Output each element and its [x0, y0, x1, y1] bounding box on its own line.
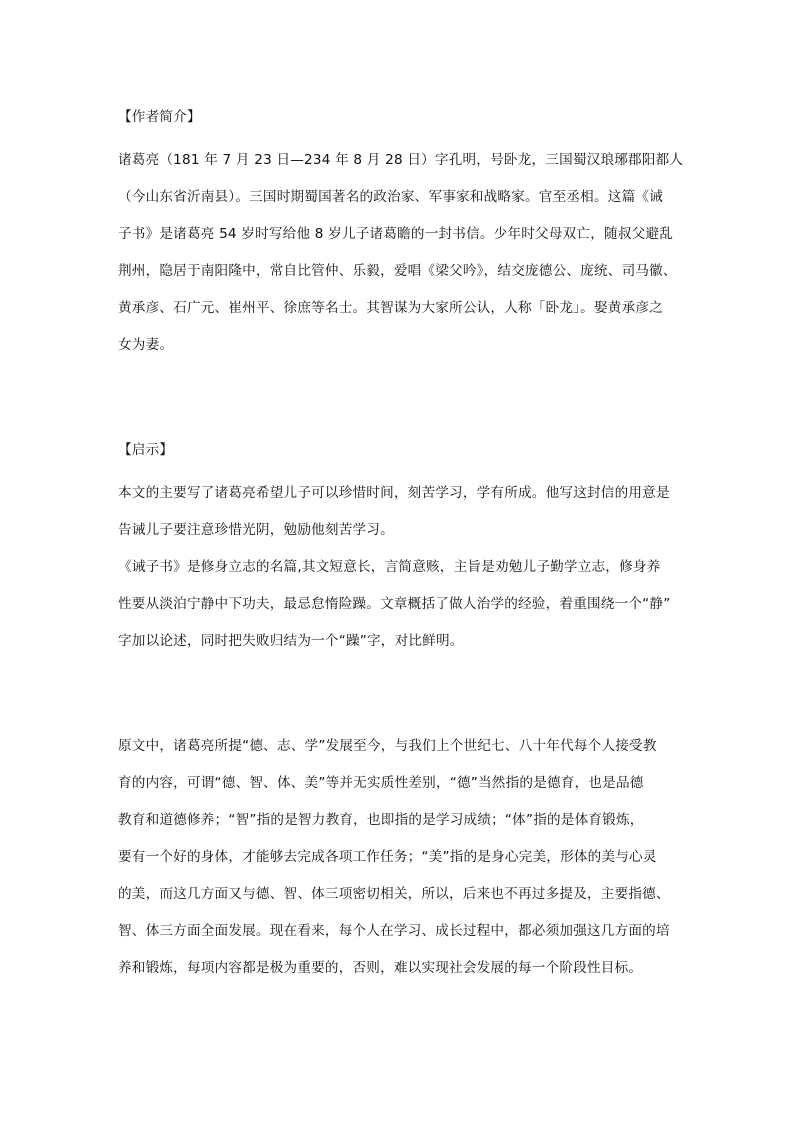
author-intro-line-4: 荆州，隐居于南阳隆中，常自比管仲、乐毅，爱唱《梁父吟》，结交庞德公、庞统、司马徽、 [118, 263, 677, 279]
analysis-line-5: 的美，而这几方面又与德、智、体三项密切相关，所以，后来也不再过多提及，主要指德、 [118, 886, 670, 902]
inspiration-line-5: 字加以论述，同时把失败归结为一个“躁”字，对比鲜明。 [118, 633, 464, 649]
inspiration-line-2: 告诫儿子要注意珍惜光阴，勉励他刻苦学习。 [118, 522, 394, 538]
author-intro-heading: 【作者简介】 [118, 109, 201, 125]
author-intro-line-2: （今山东省沂南县）。三国时期蜀国著名的政治家、军事家和战略家。官至丞相。这篇《诫 [118, 189, 663, 205]
inspiration-line-4: 性要从淡泊宁静中下功夫，最忌怠惰险躁。文章概括了做人治学的经验，着重围绕一个“静” [118, 596, 671, 612]
author-intro-line-1: 诸葛亮（181 年 7 月 23 日—234 年 8 月 28 日）字孔明，号卧龙，三国蜀汉琅琊郡阳都人 [118, 152, 684, 168]
analysis-line-4: 要有一个好的身体，才能够去完成各项工作任务；“美”指的是身心完美，形体的美与心灵 [118, 849, 657, 865]
author-intro-line-5: 黄承彦、石广元、崔州平、徐庶等名士。其智谋为大家所公认，人称「卧龙」。娶黄承彦之 [118, 300, 663, 316]
analysis-line-7: 养和锻炼，每项内容都是极为重要的，否则，难以实现社会发展的每一个阶段性目标。 [118, 960, 643, 976]
author-intro-line-3: 子书》是诸葛亮 54 岁时写给他 8 岁儿子诸葛瞻的一封书信。少年时父母双亡，随叔父避乱 [118, 226, 673, 242]
inspiration-heading: 【启示】 [118, 442, 174, 458]
inspiration-line-3: 《诫子书》是修身立志的名篇,其文短意长，言简意赅，主旨是劝勉儿子勤学立志，修身养 [118, 559, 661, 575]
analysis-line-3: 教育和道德修养；“智”指的是智力教育，也即指的是学习成绩；“体”指的是体育锻炼， [118, 812, 644, 828]
author-intro-line-6: 女为妻。 [118, 337, 174, 353]
analysis-line-6: 智、体三方面全面发展。现在看来，每个人在学习、成长过程中，都必须加强这几方面的培 [118, 923, 670, 939]
analysis-line-1: 原文中，诸葛亮所提“德、志、学”发展至今，与我们上个世纪七、八十年代每个人接受教 [118, 738, 657, 754]
analysis-line-2: 育的内容，可谓“德、智、体、美”等并无实质性差别，“德”当然指的是德育，也是品德 [118, 775, 644, 791]
inspiration-line-1: 本文的主要写了诸葛亮希望儿子可以珍惜时间，刻苦学习，学有所成。他写这封信的用意是 [118, 485, 670, 501]
